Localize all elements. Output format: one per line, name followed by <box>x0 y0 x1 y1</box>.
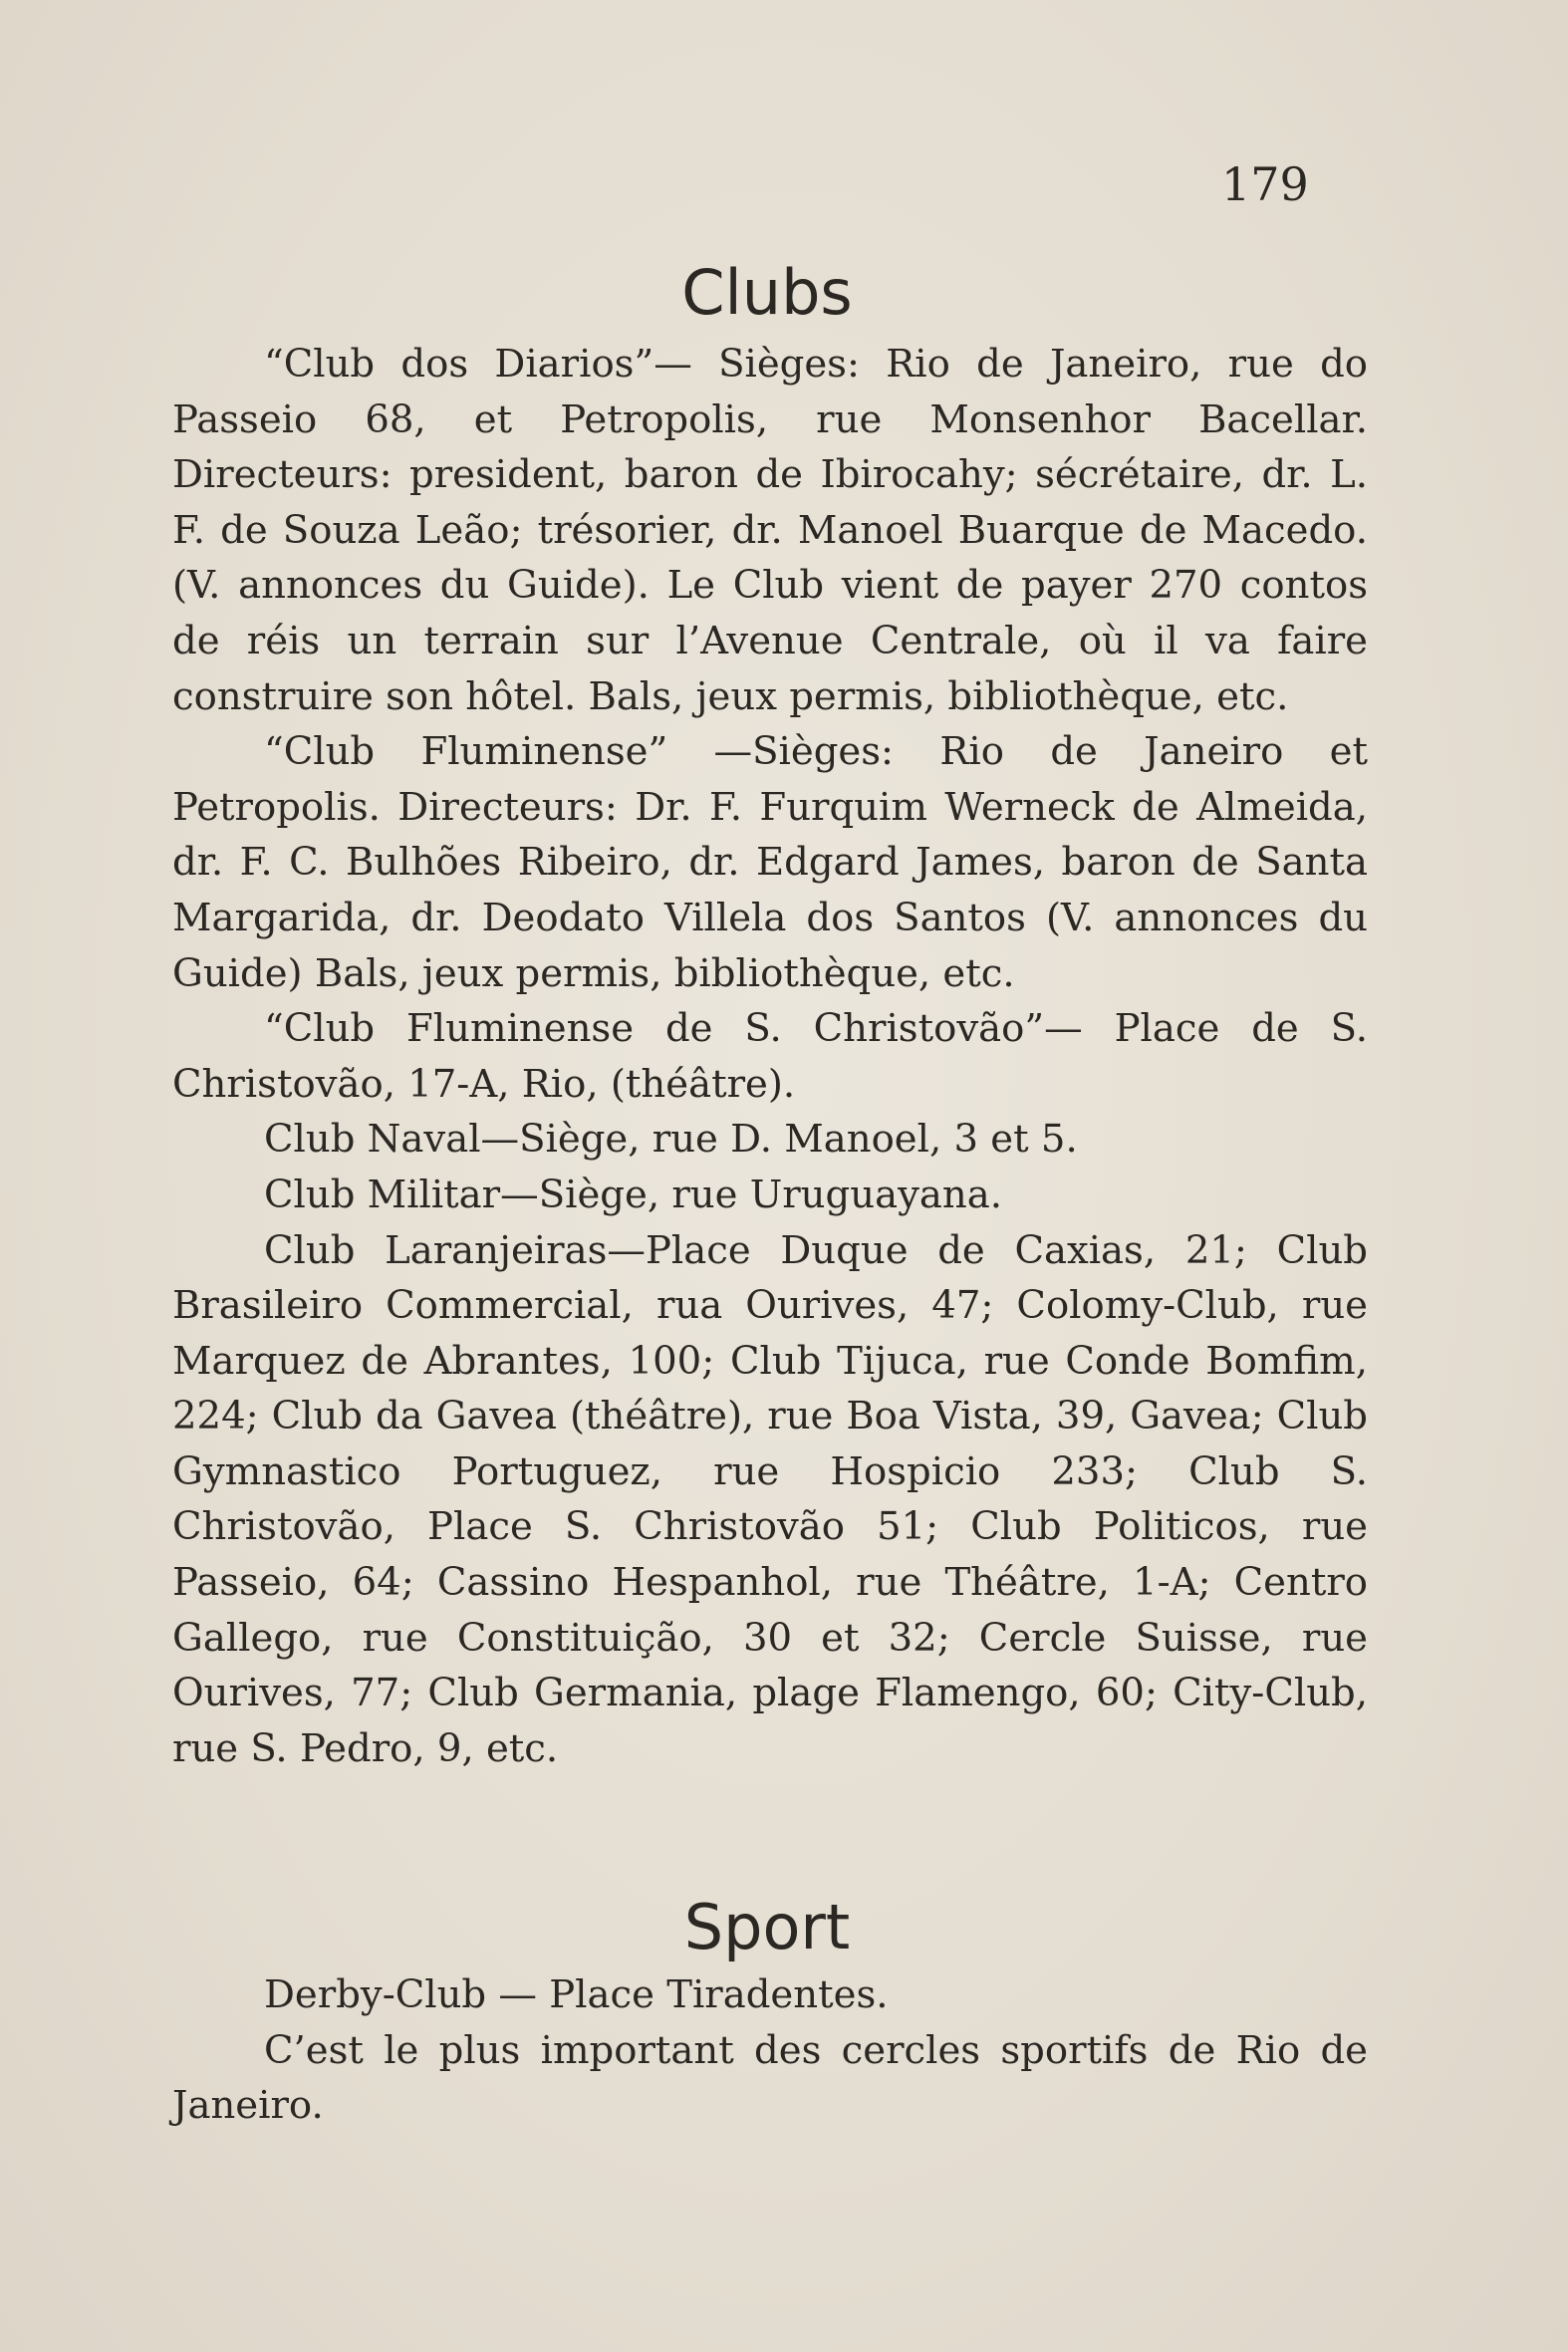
page-number: 179 <box>1221 157 1309 211</box>
paragraph-derby-club: Derby-Club — Place Tiradentes. <box>264 1972 889 2017</box>
paragraph-club-fluminense-s-christovao: “Club Fluminense de S. Christovão”— Place de S. Christovão, 17-A, Rio, (théâtre). <box>172 1006 1368 1107</box>
paragraph-club-naval: Club Naval—Siège, rue D. Manoel, 3 et 5. <box>264 1117 1078 1163</box>
paragraph-derby-description: C’est le plus important des cercles sportifs de Rio de Janeiro. <box>172 2027 1368 2129</box>
paragraph-club-laranjeiras-list: Club Laranjeiras—Place Duque de Caxias, 21; Club Brasileiro Commercial, rua Ourives, 47; Colomy-Club, rue Marquez de Abrantes, 100; Club Tijuca, rue Conde Bomfim, 224; Club da Gavea (théâtre), rue Boa Vista, 39, Gavea; Club Gymnastico Portuguez, rue Hospicio 233; Club S. Christovão, Place S. Christovão 51; Club Politicos, rue Passeio, 64; Cassino Hespanhol, rue Théâtre, 1-A; Centro Gallego, rue Constituição, 30 et 32; Cercle Suisse, rue Ourives, 77; Club Germania, plage Flamengo, 60; City-Club, rue S. Pedro, 9, etc. <box>172 1227 1368 1771</box>
section-title-sport: Sport <box>683 1891 851 1963</box>
paragraph-club-fluminense: “Club Fluminense” —Sièges: Rio de Janeiro et Petropolis. Directeurs: Dr. F. Furquim Werneck de Almeida, dr. F. C. Bulhões Ribeiro, dr. Edgard James, baron de Santa Margarida, dr. Deodato Villela dos Santos (V. annonces du Guide) Bals, jeux permis, bibliothèque, etc. <box>172 729 1368 996</box>
sport-text-block <box>172 1967 1368 2134</box>
paragraph-club-dos-diarios: “Club dos Diarios”— Sièges: Rio de Janeiro, rue do Passeio 68, et Petropolis, rue Monsenhor Bacellar. Directeurs: president, baron de Ibirocahy; sécrétaire, dr. L. F. de Souza Leão; trésorier, dr. Manoel Buarque de Macedo. (V. annonces du Guide). Le Club vient de payer 270 contos de réis un terrain sur l’Avenue Centrale, où il va faire construire son hôtel. Bals, jeux permis, bibliothèque, etc. <box>172 342 1368 719</box>
paragraph-club-militar: Club Militar—Siège, rue Uruguayana. <box>264 1172 1002 1217</box>
section-title-clubs: Clubs <box>681 256 853 329</box>
clubs-text-block <box>172 337 1368 1776</box>
